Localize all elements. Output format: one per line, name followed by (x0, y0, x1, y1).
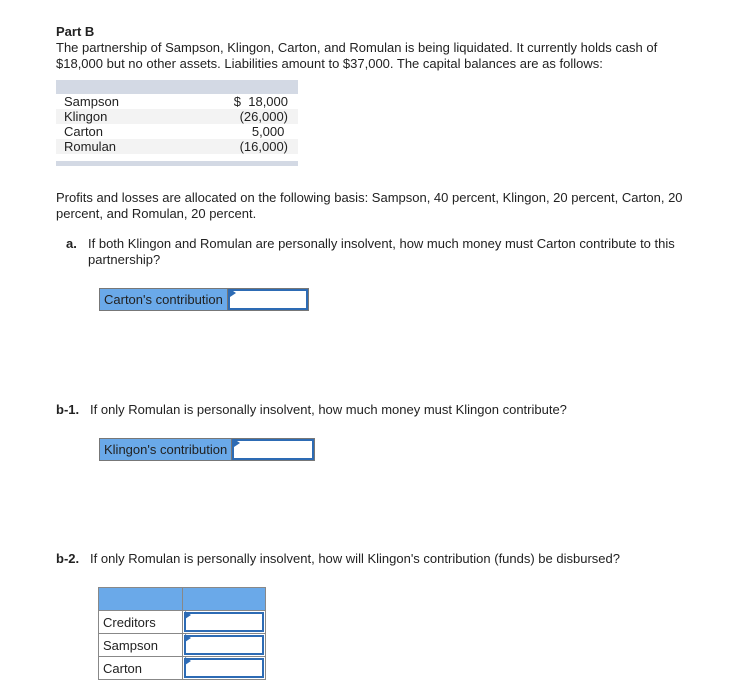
input-flag-icon (230, 289, 236, 297)
carton-contribution-row (99, 288, 309, 311)
question-text: If only Romulan is personally insolvent, how much money must Klingon contribute? (90, 402, 567, 417)
table-row (56, 124, 298, 139)
question-text: If only Romulan is personally insolvent, how will Klingon's contribution (funds) be disbursed? (90, 551, 620, 566)
table-row (99, 611, 266, 634)
row-label: Carton (99, 657, 183, 680)
question-b2 (56, 551, 696, 567)
partner-name: Klingon (64, 109, 108, 124)
creditors-amount-input[interactable] (184, 612, 264, 632)
question-label: b-1. (56, 402, 80, 417)
capital-amount: (26,000) (239, 109, 288, 124)
carton-amount-cell (183, 657, 266, 680)
klingon-contribution-label: Klingon's contribution (100, 439, 232, 460)
klingon-contribution-row (99, 438, 315, 461)
input-flag-icon (185, 657, 191, 665)
table-row (99, 657, 266, 680)
header-cell (183, 588, 266, 611)
table-header-row (99, 588, 266, 611)
input-flag-icon (185, 611, 191, 619)
sampson-amount-cell (183, 634, 266, 657)
question-text: If both Klingon and Romulan are personally insolvent, how much money must Carton contribute to this partnership? (88, 236, 675, 267)
input-flag-icon (185, 634, 191, 642)
question-label: a. (66, 236, 77, 251)
carton-contribution-input[interactable] (228, 289, 308, 310)
sampson-amount-input[interactable] (184, 635, 264, 655)
table-row (99, 634, 266, 657)
question-b1 (56, 402, 696, 418)
question-a (66, 236, 696, 268)
capital-balances-table (56, 80, 298, 166)
partner-name: Carton (64, 124, 104, 139)
input-flag-icon (234, 439, 240, 447)
partner-name: Sampson (64, 94, 119, 109)
row-label: Creditors (99, 611, 183, 634)
intro-paragraph: The partnership of Sampson, Klingon, Carton, and Romulan is being liquidated. It currently holds cash of $18,000 but no other assets. Liabilities amount to $37,000. The capital balances are as follows: (56, 40, 658, 71)
carton-contribution-label: Carton's contribution (100, 289, 228, 310)
table-header-band (56, 80, 298, 94)
part-title: Part B (56, 24, 95, 39)
capital-amount: 5,000 (251, 124, 288, 139)
table-row (56, 139, 298, 154)
table-row (56, 94, 298, 109)
capital-amount: (16,000) (239, 139, 288, 154)
question-label: b-2. (56, 551, 80, 566)
table-footer-band (56, 161, 298, 166)
row-label: Sampson (99, 634, 183, 657)
table-row (56, 109, 298, 124)
allocation-paragraph: Profits and losses are allocated on the following basis: Sampson, 40 percent, Klingon, 20 percent, Carton, 20 percent, and Romulan, 20 percent. (56, 190, 683, 221)
creditors-amount-cell (183, 611, 266, 634)
carton-amount-input[interactable] (184, 658, 264, 678)
partner-name: Romulan (64, 139, 117, 154)
capital-amount: $ 18,000 (233, 94, 288, 109)
header-cell (99, 588, 183, 611)
disbursement-table (98, 587, 266, 680)
klingon-contribution-input[interactable] (232, 439, 314, 460)
